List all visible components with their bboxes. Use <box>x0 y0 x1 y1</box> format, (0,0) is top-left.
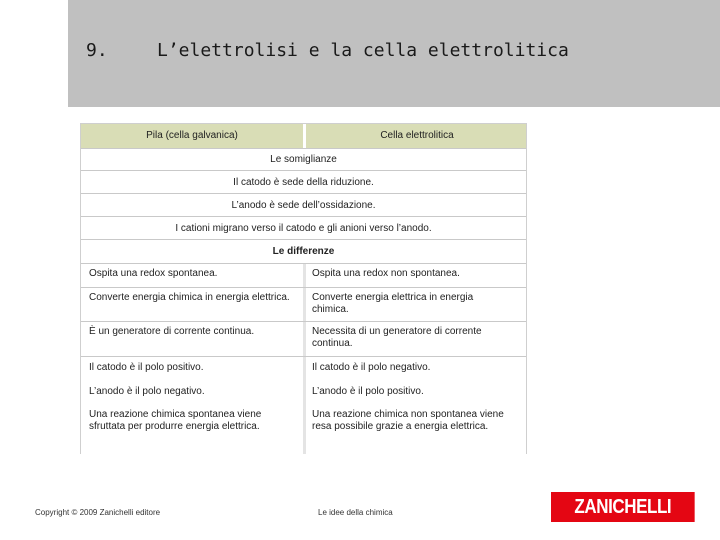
difference-row <box>81 321 526 356</box>
column-separator <box>303 288 306 321</box>
difference-left: Converte energia chimica in energia elettrica. <box>89 292 290 303</box>
slide-number: 9. <box>86 40 108 61</box>
slide-title: L’elettrolisi e la cella elettrolitica <box>157 40 569 61</box>
difference-right: L’anodo è il polo positivo. <box>312 386 424 397</box>
table-header-row <box>81 124 526 148</box>
difference-right: Una reazione chimica non spontanea viene resa possibile grazie a energia elettrica. <box>312 409 504 432</box>
similarities-title: Le somiglianze <box>81 148 526 170</box>
difference-block <box>81 356 526 454</box>
difference-left: L’anodo è il polo negativo. <box>89 386 205 397</box>
difference-left: È un generatore di corrente continua. <box>89 326 255 337</box>
difference-right: Converte energia elettrica in energia chimica. <box>312 292 474 315</box>
difference-left: Una reazione chimica spontanea viene sfruttata per produrre energia elettrica. <box>89 409 262 432</box>
difference-right: Necessita di un generatore di corrente continua. <box>312 326 482 349</box>
column-header-electrolytic: Cella elettrolitica <box>380 130 454 141</box>
column-separator <box>303 264 306 287</box>
similarity-row: L’anodo è sede dell’ossidazione. <box>81 193 526 216</box>
similarity-row: I cationi migrano verso il catodo e gli anioni verso l’anodo. <box>81 216 526 239</box>
footer-copyright: Copyright © 2009 Zanichelli editore <box>35 508 161 517</box>
column-separator <box>303 322 306 356</box>
footer-book-title: Le idee della chimica <box>318 508 393 517</box>
difference-left: Il catodo è il polo positivo. <box>89 362 204 373</box>
difference-right: Il catodo è il polo negativo. <box>312 362 431 373</box>
column-separator <box>303 357 306 454</box>
differences-title: Le differenze <box>81 239 526 263</box>
difference-right: Ospita una redox non spontanea. <box>312 268 460 279</box>
comparison-table <box>80 123 527 454</box>
column-header-galvanic: Pila (cella galvanica) <box>146 130 238 141</box>
column-separator <box>303 124 306 148</box>
zanichelli-logo: ZANICHELLI <box>551 492 695 522</box>
similarity-row: Il catodo è sede della riduzione. <box>81 170 526 193</box>
difference-row <box>81 287 526 321</box>
difference-left: Ospita una redox spontanea. <box>89 268 218 279</box>
difference-row <box>81 263 526 287</box>
